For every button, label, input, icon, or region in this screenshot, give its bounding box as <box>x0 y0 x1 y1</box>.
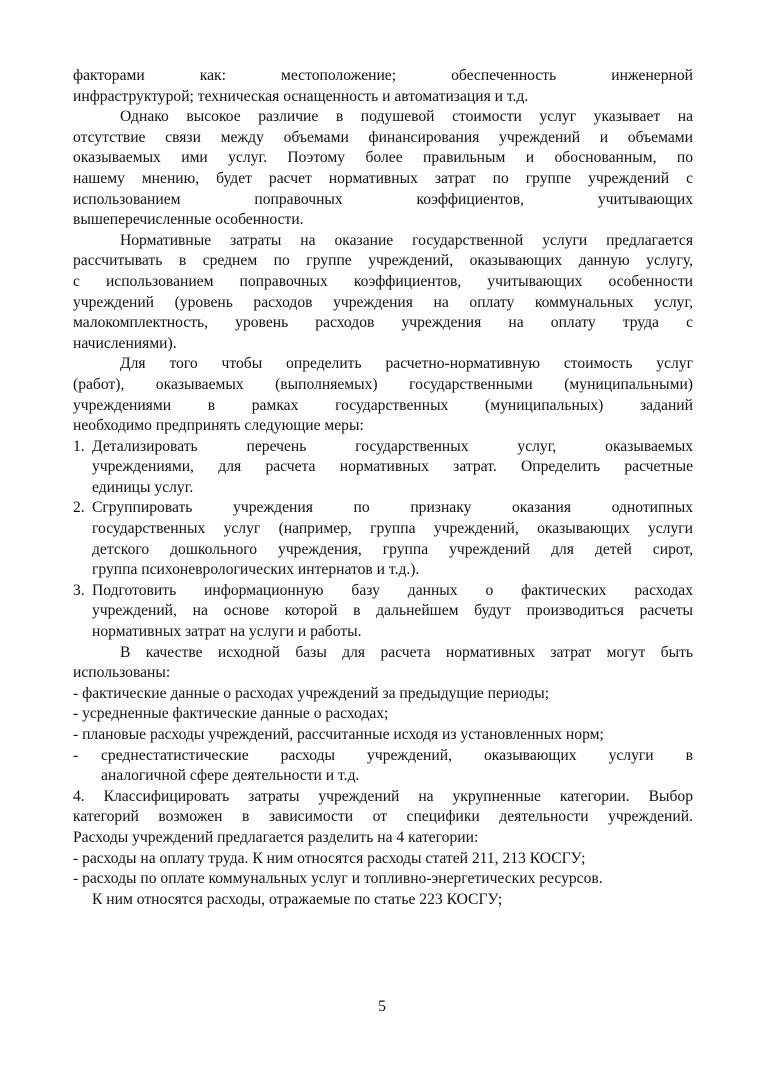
paragraph-line: оказываемых ими услуг. Поэтому более правильным и обоснованным, по <box>73 149 693 167</box>
list-item <box>73 437 693 458</box>
list-item <box>73 498 693 519</box>
text-line: инфраструктурой; техническая оснащенность и автоматизация и т.д. <box>73 87 529 105</box>
paragraph-line: Однако высокое различие в подушевой стоимости услуг указывает на <box>120 108 693 126</box>
bullet-item <box>73 746 693 767</box>
paragraph-line: учреждениями в рамках государственных (муниципальных) заданий <box>73 396 693 414</box>
list-line: учреждений, на основе которой в дальнейшем будут производиться расчеты <box>92 602 693 620</box>
paragraph-line: использованием поправочных коэффициентов, учитывающих <box>73 190 693 208</box>
paragraph-line: Расходы учреждений предлагается разделить на 4 категории: <box>73 828 479 846</box>
bullet-line: аналогичной сфере деятельности и т.д. <box>101 767 360 785</box>
list-line: единицы услуг. <box>92 478 194 496</box>
list-item <box>73 581 693 602</box>
paragraph-line: Нормативные затраты на оказание государственной услуги предлагается <box>120 231 693 249</box>
paragraph-line: (работ), оказываемых (выполняемых) государственными (муниципальными) <box>73 375 693 393</box>
paragraph-line: 4. Классифицировать затраты учреждений на укрупненные категории. Выбор <box>73 787 693 805</box>
paragraph-line: использованы: <box>73 664 171 682</box>
list-line: Детализировать перечень государственных услуг, оказываемых <box>92 437 693 455</box>
list-line: учреждениями, для расчета нормативных затрат. Определить расчетные <box>92 458 693 476</box>
paragraph-line: начислениями). <box>73 334 177 352</box>
list-line: государственных услуг (например, группа учреждений, оказывающих услуги <box>92 520 693 538</box>
list-number: 3. <box>73 581 85 599</box>
list-number: 2. <box>73 499 85 517</box>
page-number: 5 <box>378 998 386 1015</box>
bullet-dash: - <box>73 746 79 764</box>
bullet-line: - плановые расходы учреждений, рассчитанные исходя из установленных норм; <box>73 726 604 743</box>
list-line: нормативных затрат на услуги и работы. <box>92 623 362 641</box>
page-body <box>73 66 693 910</box>
paragraph-line: категорий возможен в зависимости от специфики деятельности учреждений. <box>73 808 693 826</box>
paragraph-line: необходимо предпринять следующие меры: <box>73 417 364 435</box>
bullet-line: - усредненные фактические данные о расходах; <box>73 705 389 723</box>
list-line: Сгруппировать учреждения по признаку оказания однотипных <box>92 499 693 517</box>
bullet-line: среднестатистические расходы учреждений, оказывающих услуги в <box>101 746 693 764</box>
paragraph-line: с использованием поправочных коэффициентов, учитывающих особенности <box>73 272 693 290</box>
text-line: факторами как: местоположение; обеспеченность инженерной <box>73 67 693 84</box>
paragraph-line: Для того чтобы определить расчетно-нормативную стоимость услуг <box>120 355 693 373</box>
paragraph-line: В качестве исходной базы для расчета нормативных затрат могут быть <box>120 643 693 661</box>
paragraph-line: рассчитывать в среднем по группе учреждений, оказывающих данную услугу, <box>73 252 693 270</box>
paragraph-line: отсутствие связи между объемами финансирования учреждений и объемами <box>73 128 693 146</box>
list-line: Подготовить информационную базу данных о фактических расходах <box>92 581 693 599</box>
paragraph-line: вышеперечисленные особенности. <box>73 211 304 229</box>
list-line: группа психоневрологических интернатов и т.д.). <box>92 561 420 579</box>
category-line: - расходы по оплате коммунальных услуг и топливно-энергетических ресурсов. <box>73 870 603 888</box>
paragraph-line: учреждений (уровень расходов учреждения на оплату коммунальных услуг, <box>73 293 693 311</box>
paragraph-line: малокомплектность, уровень расходов учреждения на оплату труда с <box>73 314 693 332</box>
list-number: 1. <box>73 437 85 455</box>
category-line: К ним относятся расходы, отражаемые по статье 223 КОСГУ; <box>92 890 503 908</box>
paragraph-line: нашему мнению, будет расчет нормативных затрат по группе учреждений с <box>73 169 693 187</box>
category-line: - расходы на оплату труда. К ним относятся расходы статей 211, 213 КОСГУ; <box>73 849 586 867</box>
bullet-line: - фактические данные о расходах учреждений за предыдущие периоды; <box>73 684 550 702</box>
list-line: детского дошкольного учреждения, группа учреждений для детей сирот, <box>92 540 693 558</box>
